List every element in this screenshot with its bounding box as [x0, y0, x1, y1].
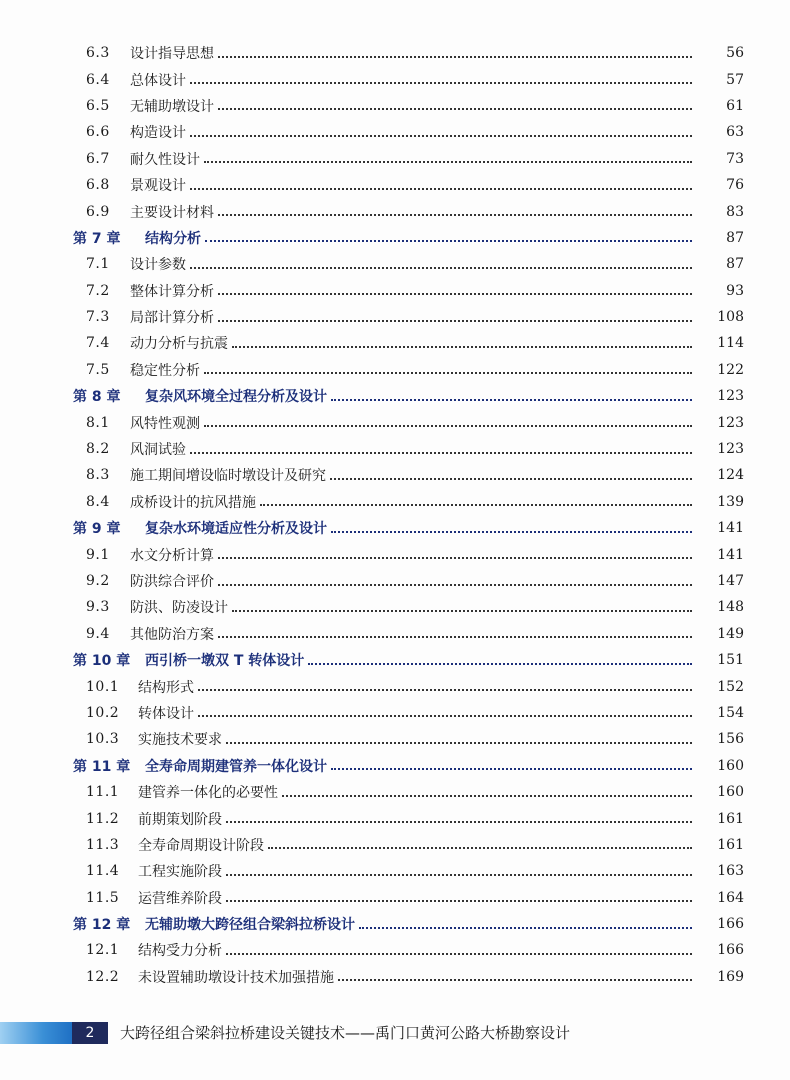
toc-section-entry[interactable]: [0, 198, 790, 224]
toc-entry-page: 166: [717, 916, 744, 933]
toc-section-entry[interactable]: [0, 673, 790, 699]
toc-entry-number: 7.4: [86, 335, 110, 352]
toc-entry-title: 耐久性设计: [130, 151, 200, 168]
toc-dot-leader: [226, 820, 692, 823]
toc-entry-title: 动力分析与抗震: [130, 336, 228, 353]
toc-entry-title: 局部计算分析: [130, 310, 214, 327]
toc-entry-title: 防洪综合评价: [130, 574, 214, 590]
toc-section-entry[interactable]: [0, 409, 790, 435]
toc-entry-page: 163: [717, 863, 744, 880]
toc-entry-number: 6.4: [86, 71, 110, 88]
toc-section-entry[interactable]: [0, 937, 790, 963]
toc-entry-page: 63: [726, 124, 744, 141]
toc-section-entry[interactable]: [0, 568, 790, 594]
toc-section-entry[interactable]: [0, 779, 790, 805]
toc-entry-title: 运营维养阶段: [138, 890, 222, 907]
book-title: 大跨径组合梁斜拉桥建设关键技术——禹门口黄河公路大桥勘察设计: [120, 1024, 571, 1042]
toc-entry-title: 工程实施阶段: [138, 864, 222, 881]
toc-dot-leader: [282, 794, 692, 797]
toc-dot-leader: [308, 662, 692, 665]
toc-entry-title: 结构形式: [138, 679, 194, 696]
page-footer: [0, 1020, 790, 1046]
toc-entry-number: 8.1: [86, 414, 110, 431]
toc-entry-number: 7.3: [86, 309, 110, 326]
toc-entry-page: 61: [726, 97, 744, 114]
toc-entry-number: 6.9: [86, 203, 110, 220]
toc-entry-title: 未设置辅助墩设计技术加强措施: [138, 969, 334, 986]
toc-entry-page: 149: [717, 625, 744, 642]
page-number: 2: [72, 1022, 108, 1044]
toc-entry-number: 11.5: [86, 889, 120, 906]
toc-entry-page: 76: [726, 177, 744, 194]
toc-entry-title: 防洪、防凌设计: [130, 600, 228, 617]
toc-section-entry[interactable]: [0, 594, 790, 620]
toc-entry-number: 10.2: [86, 704, 120, 721]
toc-entry-title: 成桥设计的抗风措施: [130, 494, 256, 511]
toc-entry-page: 114: [717, 335, 744, 352]
toc-entry-title: 总体设计: [130, 72, 186, 89]
toc-entry-page: 160: [717, 784, 744, 801]
toc-dot-leader: [190, 266, 692, 269]
toc-section-entry[interactable]: [0, 40, 790, 66]
toc-entry-number: 9.4: [86, 625, 110, 642]
toc-dot-leader: [190, 81, 692, 84]
toc-entry-number: 11.1: [86, 784, 120, 801]
toc-entry-title: 结构分析: [145, 230, 201, 247]
toc-dot-leader: [331, 398, 692, 401]
toc-entry-number: 6.8: [86, 177, 110, 194]
toc-entry-number: 第 11 章: [73, 758, 131, 775]
toc-entry-page: 93: [726, 282, 744, 299]
toc-entry-page: 161: [717, 836, 744, 853]
toc-entry-number: 6.5: [86, 97, 110, 114]
toc-entry-number: 10.1: [86, 678, 120, 695]
toc-dot-leader: [205, 239, 692, 242]
toc-entry-number: 9.2: [86, 573, 110, 589]
toc-section-entry[interactable]: [0, 119, 790, 145]
toc-entry-title: 稳定性分析: [130, 362, 200, 379]
toc-entry-number: 7.5: [86, 361, 110, 378]
toc-entry-title: 实施技术要求: [138, 732, 222, 749]
toc-section-entry[interactable]: [0, 304, 790, 330]
toc-entry-page: 161: [717, 810, 744, 827]
toc-dot-leader: [260, 503, 692, 506]
toc-chapter-entry[interactable]: [0, 515, 790, 541]
toc-entry-page: 122: [717, 361, 744, 378]
toc-dot-leader: [268, 846, 692, 849]
toc-dot-leader: [190, 187, 692, 190]
toc-section-entry[interactable]: [0, 832, 790, 858]
toc-entry-number: 8.4: [86, 493, 110, 510]
toc-entry-page: 83: [726, 203, 744, 220]
toc-entry-title: 建管养一体化的必要性: [138, 785, 278, 802]
toc-entry-page: 73: [726, 150, 744, 167]
toc-entry-page: 123: [717, 414, 744, 431]
toc-section-entry[interactable]: [0, 858, 790, 884]
toc-entry-title: 转体设计: [138, 705, 194, 722]
toc-dot-leader: [190, 134, 692, 137]
toc-entry-number: 12.1: [86, 942, 120, 959]
toc-section-entry[interactable]: [0, 251, 790, 277]
toc-entry-page: 123: [717, 441, 744, 458]
toc-entry-page: 87: [726, 229, 744, 246]
toc-section-entry[interactable]: [0, 66, 790, 92]
toc-entry-number: 6.6: [86, 124, 110, 141]
toc-dot-leader: [198, 714, 692, 717]
toc-section-entry[interactable]: [0, 278, 790, 304]
toc-entry-title: 无辅助墩大跨径组合梁斜拉桥设计: [145, 917, 355, 934]
toc-section-entry[interactable]: [0, 146, 790, 172]
toc-entry-title: 风洞试验: [130, 442, 186, 459]
toc-section-entry[interactable]: [0, 700, 790, 726]
toc-entry-number: 10.3: [86, 731, 120, 748]
toc-entry-title: 风特性观测: [130, 415, 200, 432]
toc-section-entry[interactable]: [0, 964, 790, 990]
toc-entry-title: 其他防治方案: [130, 626, 214, 643]
toc-entry-number: 6.7: [86, 150, 110, 167]
toc-entry-page: 160: [717, 757, 744, 774]
toc-entry-number: 9.1: [86, 546, 110, 563]
toc-entry-title: 景观设计: [130, 178, 186, 195]
toc-dot-leader: [218, 213, 692, 216]
toc-dot-leader: [226, 873, 692, 876]
toc-entry-title: 水文分析计算: [130, 547, 214, 564]
toc-entry-page: 148: [717, 599, 744, 616]
toc-entry-title: 整体计算分析: [130, 283, 214, 300]
toc-dot-leader: [218, 556, 692, 559]
toc-entry-number: 第 10 章: [73, 653, 131, 670]
toc-entry-page: 156: [717, 731, 744, 748]
toc-entry-title: 复杂风环境全过程分析及设计: [145, 389, 327, 406]
toc-entry-number: 第 12 章: [73, 917, 131, 934]
toc-section-entry[interactable]: [0, 621, 790, 647]
toc-entry-title: 结构受力分析: [138, 943, 222, 960]
toc-section-entry[interactable]: [0, 462, 790, 488]
toc-entry-page: 147: [717, 573, 744, 589]
toc-dot-leader: [232, 609, 692, 612]
toc-entry-title: 无辅助墩设计: [130, 98, 214, 115]
toc-entry-number: 7.2: [86, 282, 110, 299]
toc-entry-number: 7.1: [86, 256, 110, 273]
toc-entry-page: 141: [717, 546, 744, 563]
toc-dot-leader: [218, 319, 692, 322]
toc-entry-number: 12.2: [86, 968, 120, 985]
toc-dot-leader: [218, 107, 692, 110]
toc-dot-leader: [204, 160, 692, 163]
footer-color-bar: [0, 1022, 72, 1044]
toc-dot-leader: [359, 926, 692, 929]
toc-entry-title: 构造设计: [130, 125, 186, 142]
toc-entry-page: 108: [717, 309, 744, 326]
toc-chapter-entry[interactable]: [0, 647, 790, 673]
toc-dot-leader: [204, 424, 692, 427]
toc-entry-title: 主要设计材料: [130, 204, 214, 221]
toc-entry-page: 166: [717, 942, 744, 959]
toc-chapter-entry[interactable]: [0, 383, 790, 409]
toc-chapter-entry[interactable]: [0, 753, 790, 779]
toc-entry-number: 11.2: [86, 810, 120, 827]
toc-dot-leader: [331, 767, 692, 770]
toc-entry-number: 第 7 章: [73, 230, 121, 247]
toc-section-entry[interactable]: [0, 541, 790, 567]
toc-dot-leader: [330, 477, 692, 480]
toc-entry-number: 11.4: [86, 863, 120, 880]
toc-entry-title: 前期策划阶段: [138, 811, 222, 828]
toc-dot-leader: [218, 583, 692, 586]
toc-entry-number: 11.3: [86, 836, 120, 853]
toc-entry-page: 141: [717, 520, 744, 537]
toc-entry-page: 124: [717, 467, 744, 484]
toc-entry-page: 87: [726, 256, 744, 273]
toc-entry-title: 西引桥一墩双 T 转体设计: [145, 653, 305, 670]
toc-section-entry[interactable]: [0, 357, 790, 383]
toc-entry-title: 全寿命周期设计阶段: [138, 837, 264, 854]
toc-entry-number: 9.3: [86, 599, 110, 616]
toc-section-entry[interactable]: [0, 726, 790, 752]
toc-chapter-entry[interactable]: [0, 225, 790, 251]
toc-chapter-entry[interactable]: [0, 911, 790, 937]
toc-entry-number: 第 9 章: [73, 521, 121, 538]
toc-dot-leader: [190, 451, 692, 454]
toc-entry-page: 154: [717, 704, 744, 721]
toc-entry-page: 169: [717, 968, 744, 985]
toc-dot-leader: [226, 899, 692, 902]
toc-entry-number: 第 8 章: [73, 389, 121, 406]
toc-entry-page: 57: [726, 71, 744, 88]
toc-entry-page: 164: [717, 889, 744, 906]
toc-section-entry[interactable]: [0, 436, 790, 462]
toc-section-entry[interactable]: [0, 885, 790, 911]
toc-dot-leader: [226, 741, 692, 744]
toc-entry-number: 6.3: [86, 45, 110, 62]
toc-entry-page: 123: [717, 388, 744, 405]
table-of-contents: [0, 40, 790, 990]
toc-dot-leader: [218, 55, 692, 58]
toc-dot-leader: [218, 635, 692, 638]
toc-section-entry[interactable]: [0, 330, 790, 356]
toc-entry-page: 56: [726, 45, 744, 62]
toc-dot-leader: [331, 530, 692, 533]
toc-entry-page: 139: [717, 493, 744, 510]
toc-dot-leader: [218, 292, 692, 295]
toc-entry-title: 复杂水环境适应性分析及设计: [145, 521, 327, 538]
toc-section-entry[interactable]: [0, 805, 790, 831]
toc-entry-title: 设计参数: [130, 257, 186, 274]
toc-entry-page: 151: [717, 652, 744, 669]
toc-entry-title: 施工期间增设临时墩设计及研究: [130, 468, 326, 485]
toc-dot-leader: [232, 345, 692, 348]
toc-dot-leader: [226, 952, 692, 955]
toc-section-entry[interactable]: [0, 172, 790, 198]
toc-entry-title: 全寿命周期建管养一体化设计: [145, 758, 327, 775]
toc-entry-number: 8.2: [86, 441, 110, 458]
toc-dot-leader: [198, 688, 692, 691]
toc-dot-leader: [338, 978, 692, 981]
toc-section-entry[interactable]: [0, 489, 790, 515]
toc-section-entry[interactable]: [0, 93, 790, 119]
toc-dot-leader: [204, 371, 692, 374]
toc-entry-number: 8.3: [86, 467, 110, 484]
toc-entry-page: 152: [717, 678, 744, 695]
toc-entry-title: 设计指导思想: [130, 46, 214, 63]
